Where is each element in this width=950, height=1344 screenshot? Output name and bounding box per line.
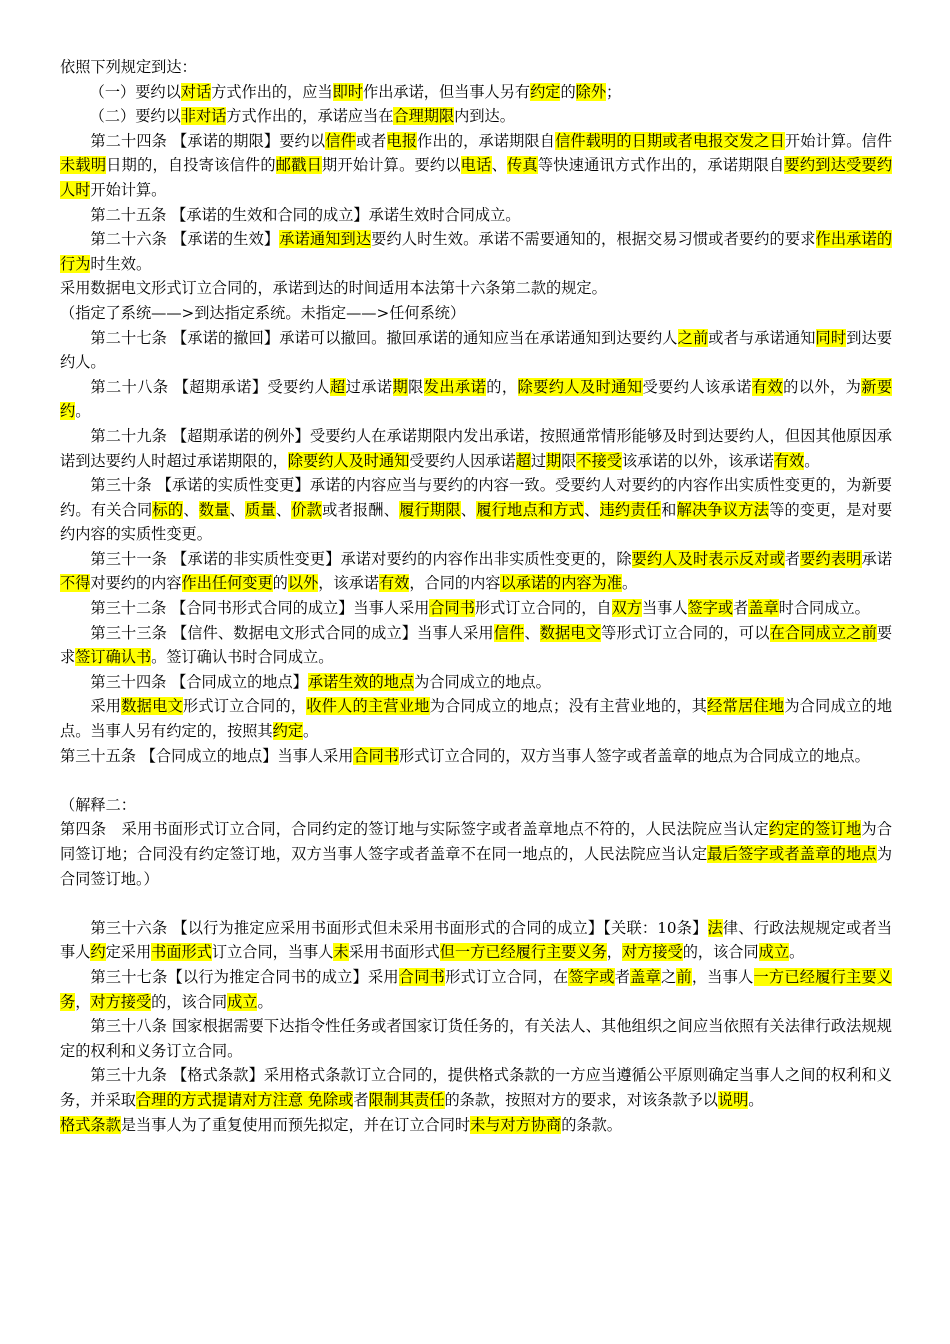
text-run: 订立合同，当事人: [211, 943, 334, 962]
highlighted-text: 最后签字或者盖章的地点: [707, 845, 877, 863]
highlighted-text: 成立: [227, 992, 258, 1011]
text-run: 的: [560, 82, 576, 101]
text-run: 。: [303, 722, 319, 741]
text-run: 第三十九条 【格式条款】采用格式条款订立合同的，提供格式条款的一方应当遵循公平原则确定当事人之间的权利和义务，并采取: [60, 1066, 892, 1109]
text-run: 采用: [90, 697, 122, 716]
text-run: 。: [257, 992, 273, 1011]
text-run: 为合同成立的地点。: [414, 672, 551, 691]
highlighted-text: 期: [546, 451, 562, 470]
highlighted-text: 即时: [332, 82, 363, 101]
highlighted-text: 以外: [287, 574, 319, 593]
highlighted-text: 信件: [325, 131, 356, 150]
text-run: 等形式订立合同的，可以: [601, 623, 770, 642]
highlighted-text: 除要约人及时通知: [287, 451, 410, 470]
blank-line: [60, 768, 892, 793]
paragraph: [60, 965, 892, 1014]
text-run: ，当事人: [691, 967, 754, 986]
text-run: 、: [183, 500, 199, 519]
highlighted-text: 作出任何变更: [181, 574, 273, 593]
paragraph: [60, 424, 892, 473]
highlighted-text: 合理的方式提请对方注意 免除或: [135, 1090, 354, 1109]
text-run: ，: [75, 992, 91, 1011]
paragraph: [60, 473, 892, 547]
highlighted-text: 对方接受: [90, 992, 152, 1011]
text-run: 该承诺的以外，该承诺: [621, 451, 774, 470]
paragraph: [60, 227, 892, 276]
text-run: 要求: [60, 623, 893, 667]
text-run: 对要约的内容: [90, 574, 182, 593]
text-run: 作出的，承诺期限自: [417, 131, 556, 150]
highlighted-text: 除外: [575, 82, 606, 101]
text-run: 。: [804, 451, 820, 470]
highlighted-text: 不接受: [576, 451, 622, 470]
highlighted-text: 之前: [677, 328, 709, 347]
text-run: 日期的，自投寄该信件的: [106, 156, 276, 175]
text-run: 等的变更，是对要约内容的实质性变更。: [60, 500, 893, 544]
highlighted-text: 有效: [751, 377, 784, 396]
text-run: 定采用: [105, 943, 152, 962]
text-run: 开始计算。信件: [784, 131, 893, 150]
highlighted-text: 标的: [152, 500, 184, 519]
text-run: ，合同的内容: [409, 574, 501, 593]
highlighted-text: 数据电文: [539, 623, 602, 642]
text-run: （指定了系统——>到达指定系统。未指定——>任何系统）: [60, 303, 466, 322]
text-run: 第三十二条 【合同书形式合同的成立】当事人采用: [90, 599, 430, 618]
paragraph: [60, 276, 892, 301]
text-run: 方式作出的，承诺应当在: [226, 107, 394, 126]
text-run: 过: [530, 451, 546, 470]
text-run: 的，该合同: [682, 943, 759, 962]
paragraph: [60, 55, 892, 80]
paragraph: [60, 793, 892, 818]
highlighted-text: 数据电文: [121, 697, 183, 716]
paragraph: [60, 129, 892, 203]
text-run: 第三十八条 国家根据需要下达指令性任务或者国家订货任务的，有关法人、其他组织之间应当依照有关法律行政法规规定的权利和义务订立合同。: [60, 1017, 892, 1060]
text-run: 期开始计算。要约以: [322, 156, 461, 175]
text-run: 、: [275, 500, 292, 519]
text-run: 时生效。: [90, 254, 152, 273]
text-run: 、: [229, 500, 245, 519]
text-run: 第三十一条 【承诺的非实质性变更】承诺对要约的内容作出非实质性变更的，除: [90, 549, 632, 568]
text-run: 。: [789, 943, 805, 962]
text-run: 。: [75, 402, 91, 421]
text-run: 第三十七条【以行为推定合同书的成立】采用: [90, 967, 399, 986]
highlighted-text: 以承诺的内容为准: [500, 574, 622, 593]
highlighted-text: 要约表明: [800, 549, 862, 568]
highlighted-text: 法: [707, 918, 723, 937]
text-run: （一）要约以: [89, 82, 181, 101]
highlighted-text: 未: [333, 943, 349, 962]
text-run: 者: [353, 1090, 369, 1109]
paragraph: [60, 916, 892, 965]
highlighted-text: 限制其责任: [368, 1090, 445, 1109]
text-run: 限: [408, 377, 424, 396]
highlighted-text: 不得: [60, 574, 91, 593]
highlighted-text: 合同书: [398, 967, 446, 986]
text-run: 的条款。: [561, 1115, 622, 1134]
paragraph: [60, 817, 892, 891]
highlighted-text: 作出承诺的行为: [60, 230, 893, 273]
paragraph: [60, 1113, 892, 1138]
text-run: 。: [748, 1090, 764, 1109]
highlighted-text: 有效: [773, 451, 805, 470]
paragraph: [60, 326, 892, 375]
highlighted-text: 除要约人及时通知: [517, 377, 643, 396]
text-run: 第四条 采用书面形式订立合同，合同约定的签订地与实际签字或者盖章地点不符的，人民法院应当认定: [60, 820, 769, 839]
blank-line: [60, 891, 892, 916]
highlighted-text: 签订确认书: [75, 648, 152, 667]
highlighted-text: 约: [90, 943, 106, 962]
text-run: 为合同成立的地点；没有主营业地的，其: [429, 697, 708, 716]
highlighted-text: 约定的签订地: [768, 820, 862, 839]
highlighted-text: 前: [676, 967, 692, 986]
text-run: 形式订立合同的，自: [474, 599, 612, 618]
highlighted-text: 有效: [378, 574, 410, 593]
text-run: 内到达。: [454, 107, 515, 126]
text-run: 第二十六条 【承诺的生效】: [90, 230, 280, 249]
highlighted-text: 一方已经履行主要义务: [60, 967, 893, 1011]
text-run: 的条款，按照对方的要求，对该条款予以: [444, 1090, 718, 1109]
paragraph: [60, 621, 892, 670]
text-run: 的，: [486, 377, 518, 396]
highlighted-text: 数量: [198, 500, 230, 519]
text-run: 形式订立合同的，双方当事人签字或者盖章的地点为合同成立的地点。: [398, 746, 870, 765]
text-run: 者: [733, 599, 749, 618]
highlighted-text: 发出承诺: [423, 377, 487, 396]
text-run: 、: [524, 623, 540, 642]
paragraph: [60, 547, 892, 596]
highlighted-text: 期: [392, 377, 409, 396]
text-run: 限: [561, 451, 577, 470]
highlighted-text: 未载明: [60, 156, 107, 175]
highlighted-text: 要约到达受要约人时: [60, 156, 893, 199]
highlighted-text: 未与对方协商: [470, 1115, 562, 1134]
text-run: 的以外，为: [783, 377, 862, 396]
highlighted-text: 邮戳日: [275, 156, 323, 175]
text-run: 为合同签订地；合同没有约定签订地，双方当事人签字或者盖章不在同一地点的，人民法院应当认定: [60, 820, 893, 863]
text-run: 者: [614, 967, 631, 986]
paragraph: [60, 596, 892, 621]
text-run: 、: [491, 156, 507, 175]
highlighted-text: 履行地点和方式: [476, 500, 585, 519]
text-run: 或者与承诺通知: [708, 328, 816, 347]
text-run: 第二十五条 【承诺的生效和合同的成立】承诺生效时合同成立。: [90, 205, 521, 224]
highlighted-text: 说明: [717, 1090, 749, 1109]
text-run: 和: [661, 500, 677, 519]
paragraph: [60, 104, 892, 129]
text-run: 第三十三条 【信件、数据电文形式合同的成立】当事人采用: [90, 623, 494, 642]
text-run: 第三十六条 【以行为推定应采用书面形式但未采用书面形式的合同的成立】【关联：10条】: [90, 918, 708, 937]
highlighted-text: 合同书: [429, 599, 475, 618]
highlighted-text: 经常居住地: [707, 697, 785, 716]
highlighted-text: 新要约: [60, 377, 893, 421]
text-run: 过承诺: [345, 377, 393, 396]
text-run: 形式订立合同，在: [445, 967, 569, 986]
text-run: 者: [784, 549, 801, 568]
text-run: （二）要约以: [89, 107, 181, 126]
paragraph: [60, 744, 892, 769]
text-run: ；: [606, 82, 622, 101]
highlighted-text: 非对话: [180, 107, 227, 126]
highlighted-text: 约定: [272, 722, 303, 741]
highlighted-text: 格式条款: [60, 1115, 121, 1134]
text-run: 、: [460, 500, 477, 519]
text-run: 为合同成立的地点。当事人另有约定的，按照其: [60, 697, 893, 741]
highlighted-text: 承诺通知到达: [279, 230, 372, 249]
text-run: 为合同签订地。）: [60, 845, 893, 888]
highlighted-text: 成立: [758, 943, 789, 962]
text-run: 第二十八条 【超期承诺】受要约人: [90, 377, 331, 396]
text-run: 或者: [355, 131, 387, 150]
text-run: ，该承诺: [318, 574, 379, 593]
highlighted-text: 合理期限: [393, 107, 455, 126]
highlighted-text: 要约人及时表示反对或: [631, 549, 785, 568]
paragraph: [60, 301, 892, 326]
text-run: 等快速通讯方式作出的，承诺期限自: [537, 156, 785, 175]
text-run: 形式订立合同的，: [182, 697, 307, 716]
highlighted-text: 质量: [244, 500, 276, 519]
text-run: 时合同成立。: [778, 599, 870, 618]
text-run: 受要约人该承诺: [642, 377, 752, 396]
highlighted-text: 违约责任: [599, 500, 662, 519]
highlighted-text: 对话: [180, 82, 212, 101]
text-run: 采用书面形式: [348, 943, 440, 962]
highlighted-text: 解决争议方法: [676, 500, 770, 519]
highlighted-text: 超: [330, 377, 346, 396]
highlighted-text: 约定: [530, 82, 561, 101]
highlighted-text: 超: [515, 451, 531, 470]
highlighted-text: 电话: [460, 156, 492, 175]
text-run: 第三十四条 【合同成立的地点】: [90, 672, 308, 691]
paragraph: [60, 1014, 892, 1063]
paragraph: [60, 80, 892, 105]
paragraph: [60, 375, 892, 424]
text-run: 律、行政法规规定或者当事人: [60, 918, 893, 962]
text-run: 开始计算。: [90, 180, 167, 199]
paragraph: [60, 670, 892, 695]
highlighted-text: 但一方已经履行主要义务: [439, 943, 607, 962]
text-run: 第二十九条 【超期承诺的例外】受要约人在承诺期限内发出承诺，按照通常情形能够及时到达要约人，但因其他原因承诺到达要约人时超过承诺期限的，: [60, 426, 892, 470]
highlighted-text: 收件人的主营业地: [306, 697, 430, 716]
text-run: 第三十条 【承诺的实质性变更】承诺的内容应当与要约的内容一致。受要约人对要约的内容作出实质性变更的，为新要约。有关合同: [60, 476, 892, 519]
text-run: 是当事人为了重复使用而预先拟定，并在订立合同时: [120, 1115, 471, 1134]
highlighted-text: 信件载明的日期或者电报交发之日: [555, 131, 785, 150]
highlighted-text: 书面形式: [151, 943, 212, 962]
highlighted-text: 签字或: [687, 599, 734, 618]
highlighted-text: 信件: [493, 623, 525, 642]
text-run: 方式作出的，应当: [211, 82, 333, 101]
highlighted-text: 电报: [386, 131, 418, 150]
text-run: 之: [660, 967, 677, 986]
text-run: 。签订确认书时合同成立。: [151, 648, 334, 667]
text-run: 采用数据电文形式订立合同的，承诺到达的时间适用本法第十六条第二款的规定。: [60, 279, 607, 298]
highlighted-text: 同时: [815, 328, 847, 347]
text-run: 的，该合同: [151, 992, 228, 1011]
text-run: 第三十五条 【合同成立的地点】当事人采用: [60, 746, 354, 765]
text-run: （解释二：: [60, 795, 136, 814]
highlighted-text: 承诺生效的地点: [307, 672, 415, 691]
text-run: 或者报酬、: [322, 500, 400, 519]
paragraph: [60, 203, 892, 228]
text-run: 第二十四条 【承诺的期限】要约以: [90, 131, 326, 150]
text-run: 、: [584, 500, 600, 519]
text-run: 当事人: [641, 599, 688, 618]
text-run: 到达要约人。: [60, 328, 893, 372]
highlighted-text: 签字或: [568, 967, 615, 986]
highlighted-text: 双方: [611, 599, 642, 618]
text-run: 受要约人因承诺: [409, 451, 516, 470]
highlighted-text: 价款: [291, 500, 323, 519]
highlighted-text: 在合同成立之前: [769, 623, 877, 642]
text-run: 第二十七条 【承诺的撤回】承诺可以撤回。撤回承诺的通知应当在承诺通知到达要约人: [90, 328, 678, 347]
highlighted-text: 履行期限: [399, 500, 461, 519]
text-run: ，: [606, 943, 622, 962]
text-run: 承诺: [861, 549, 893, 568]
text-run: 依照下列规定到达：: [60, 58, 197, 76]
highlighted-text: 传真: [507, 156, 538, 175]
highlighted-text: 盖章: [630, 967, 661, 986]
paragraph: [60, 694, 892, 743]
paragraph: [60, 1063, 892, 1112]
text-run: 的: [272, 574, 288, 593]
highlighted-text: 对方接受: [621, 943, 683, 962]
highlighted-text: 合同书: [353, 746, 399, 765]
highlighted-text: 盖章: [748, 599, 779, 618]
text-run: 作出承诺，但当事人另有: [363, 82, 531, 101]
text-run: 。: [621, 574, 638, 593]
text-run: 要约人时生效。承诺不需要通知的，根据交易习惯或者要约的要求: [371, 230, 816, 249]
